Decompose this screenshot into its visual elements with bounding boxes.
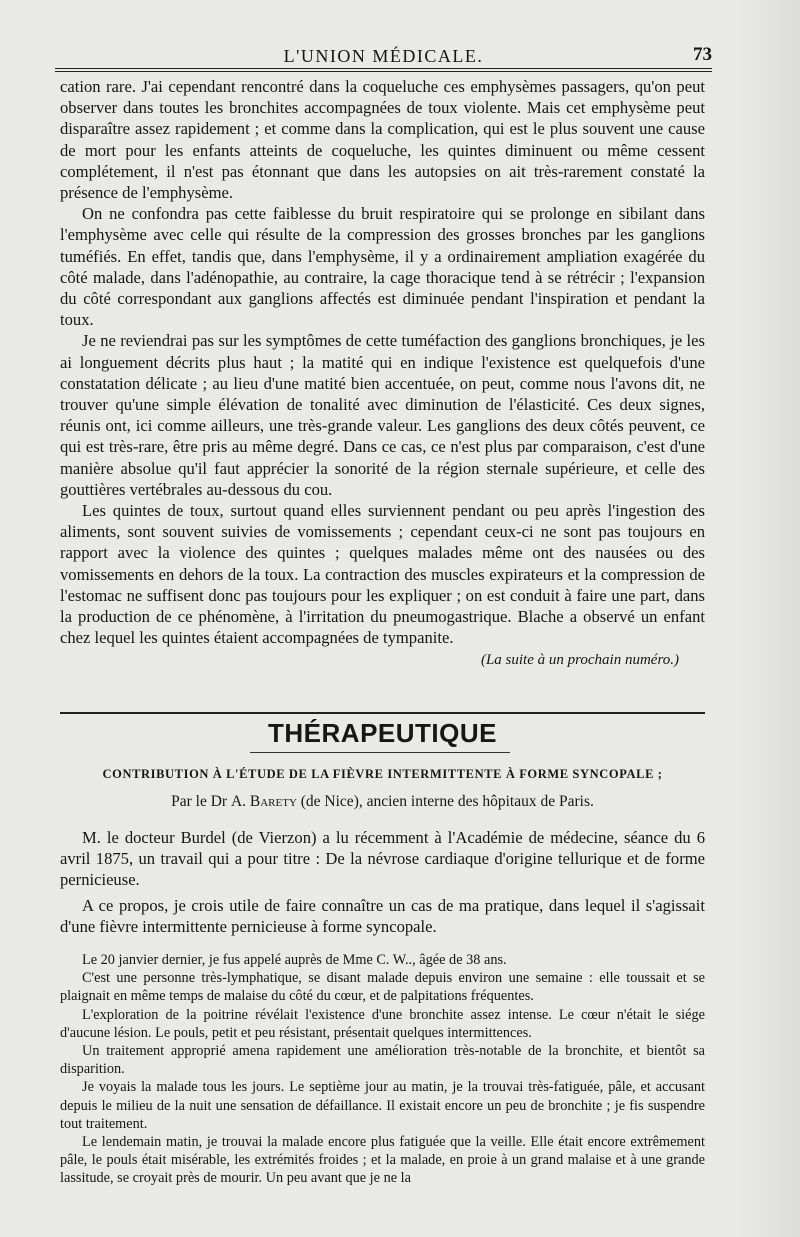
section-divider xyxy=(60,712,705,714)
paragraph: Je ne reviendrai pas sur les symptômes de cette tuméfaction des ganglions bronchiques, je les ai longuement décrits plus haut ; la matité qui en indique l'existence est quelquefois d'une constatation délicate ; au lieu d'une matité bien accentuée, on peut, comme nous l'avons dit, ne trouver qu'une simple élévation de tonalité avec diminution de l'élasticité. Ces deux signes, réunis ont, ici comme ailleurs, une très-grande valeur. Les ganglions des deux côtés peuvent, ce qui est très-rare, être pris au même degré. Dans ce cas, ce n'est plus par comparaison, c'est d'une manière absolue qu'il faut apprécier la sonorité de la région sternale supérieure, et celle des gouttières vertébrales au-dessous du cou. xyxy=(60,331,705,499)
article-body xyxy=(60,827,705,941)
case-paragraph: Un traitement approprié amena rapidement une amélioration très-notable de la bronchite, et bientôt sa disparition. xyxy=(60,1043,705,1078)
running-head: L'UNION MÉDICALE. xyxy=(283,46,484,66)
byline xyxy=(60,793,705,811)
case-paragraph: Je voyais la malade tous les jours. Le septième jour au matin, je la trouvai très-fatiguée, pâle, et accusant depuis le milieu de la nuit une sensation de défaillance. Il existait encore un peu de bronchite ; je fis suspendre tout traitement. xyxy=(60,1079,705,1132)
paragraph: cation rare. J'ai cependant rencontré dans la coqueluche ces emphysèmes passagers, qu'on peut observer dans toutes les bronchites accompagnées de toux violente. Mais cet emphysème peut disparaître assez rapidement ; et comme dans la complication, qui est le plus souvent une cause de mort pour les enfants atteints de coqueluche, les quintes diminuent ou même cessent complétement, il n'est pas étonnant que dans les autopsies on ait très-rarement constaté la présence de l'emphysème. xyxy=(60,77,705,203)
paragraph: Les quintes de toux, surtout quand elles surviennent pendant ou peu après l'ingestion des aliments, sont souvent suivies de vomissements ; cependant ceux-ci ne sont pas toujours en rapport avec la violence des quintes ; quelques malades même ont des nausées ou des vomissements en dehors de la toux. La contraction des muscles expirateurs et la compression de l'estomac ne suffisent donc pas toujours pour les expliquer ; on est conduit à faire une part, dans la production de ce phénomène, à l'irritation du pneumogastrique. Blache a observé un enfant chez lequel les quintes étaient accompagnées de tympanite. xyxy=(60,501,705,648)
title-underline xyxy=(250,752,510,753)
paragraph: M. le docteur Burdel (de Vierzon) a lu récemment à l'Académie de médecine, séance du 6 avril 1875, un travail qui a pour titre : De la névrose cardiaque d'origine tellurique et de forme pernicieuse. xyxy=(60,828,705,890)
byline-suffix: (de Nice), ancien interne des hôpitaux de Paris. xyxy=(300,793,594,810)
paragraph: On ne confondra pas cette faiblesse du bruit respiratoire qui se prolonge en sibilant dans l'emphysème avec celle qui résulte de la compression des grosses bronches par les ganglions tuméfiés. En effet, tandis que, dans l'emphysème, il y a ordinairement ampliation exagérée du côté malade, dans l'adénopathie, au contraire, la cage thoracique tend à se rétrécir ; l'expansion du côté correspondant aux ganglions affectés est diminuée pendant l'inspiration et pendant la toux. xyxy=(60,204,705,330)
to-be-continued-note: (La suite à un prochain numéro.) xyxy=(480,652,679,669)
byline-author: A. Barety xyxy=(230,793,297,810)
case-paragraph: Le 20 janvier dernier, je fus appelé auprès de Mme C. W.., âgée de 38 ans. xyxy=(82,952,507,968)
article-continuation xyxy=(60,76,705,672)
paragraph: A ce propos, je crois utile de faire connaître un cas de ma pratique, dans lequel il s'agissait d'une fièvre intermittente pernicieuse à forme syncopale. xyxy=(60,895,705,936)
article-title: CONTRIBUTION À L'ÉTUDE DE LA FIÈVRE INTERMITTENTE À FORME SYNCOPALE ; xyxy=(102,767,663,781)
case-paragraph: L'exploration de la poitrine révélait l'existence d'une bronchite assez intense. Le cœur n'était le siége d'aucune lésion. Le pouls, petit et peu résistant, présentait quelques intermittences. xyxy=(60,1006,705,1041)
section-title: THÉRAPEUTIQUE xyxy=(268,718,497,748)
byline-prefix: Par le Dr xyxy=(171,793,228,810)
page-header xyxy=(55,38,712,68)
header-rule xyxy=(55,68,712,72)
page-number: 73 xyxy=(693,44,712,65)
page-edge-shadow xyxy=(740,0,800,1237)
case-paragraph: Le lendemain matin, je trouvai la malade encore plus fatiguée que la veille. Elle était encore extrêmement pâle, le pouls était misérable, les extrémités froides ; et la malade, en proie à un grand malaise et à une grande lassitude, se croyait près de mourir. Un peu avant que je ne la xyxy=(60,1134,705,1187)
case-paragraph: C'est une personne très-lymphatique, se disant malade depuis environ une semaine : elle toussait et se plaignait en même temps de malaise du côté du cœur, et de palpitations fréquentes. xyxy=(60,970,705,1005)
case-report xyxy=(60,951,705,1188)
